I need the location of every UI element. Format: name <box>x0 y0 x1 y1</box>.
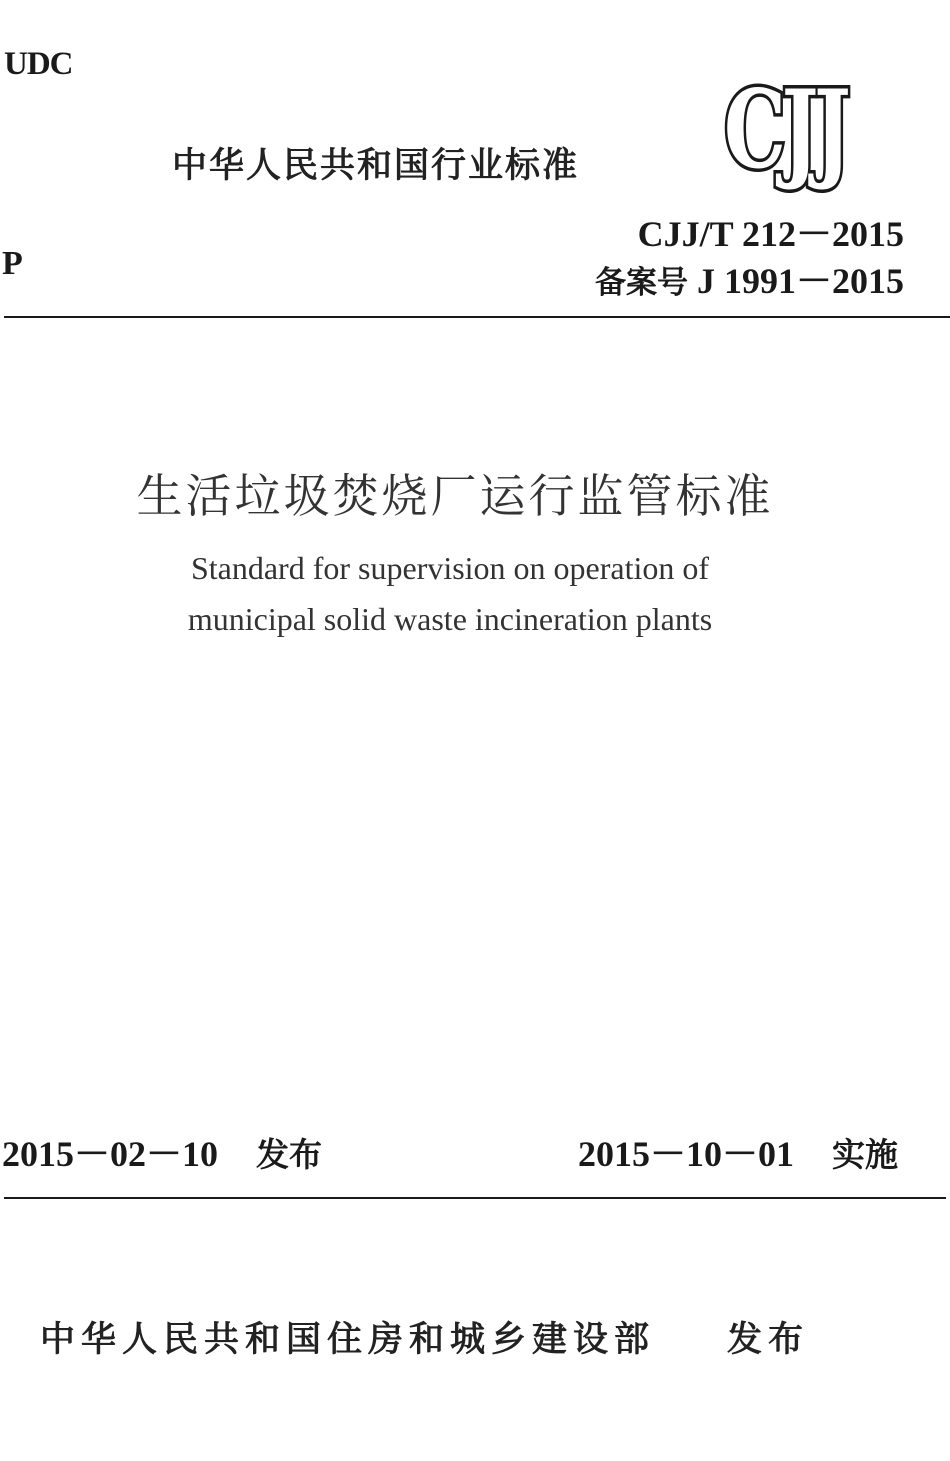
issue-date: 2015－02－10 <box>2 1134 219 1174</box>
bottom-divider <box>4 1197 946 1199</box>
publisher-name: 中华人民共和国住房和城乡建设部 <box>40 1320 656 1360</box>
cjj-logo: CJJ <box>724 67 847 193</box>
classification-code: P <box>2 245 23 282</box>
record-number: J 1991－2015 <box>696 261 904 301</box>
english-title-line-1: Standard for supervision on operation of <box>190 550 710 586</box>
issue-label: 发布 <box>256 1135 323 1174</box>
english-title-line-2: municipal solid waste incineration plants <box>187 601 713 637</box>
top-divider <box>4 316 950 318</box>
record-label: 备案号 <box>594 265 688 301</box>
udc-label: UDC <box>4 46 73 82</box>
industry-standard-heading: 中华人民共和国行业标准 <box>172 146 580 186</box>
implement-date: 2015－10－01 <box>578 1134 795 1174</box>
record-number-line <box>595 253 904 304</box>
publish-label: 发布 <box>727 1320 810 1360</box>
implement-date-line <box>578 1126 898 1177</box>
standard-code: CJJ/T 212－2015 <box>637 214 904 254</box>
issue-date-line <box>2 1126 322 1177</box>
implement-label: 实施 <box>832 1135 899 1174</box>
publisher-line <box>40 1312 809 1362</box>
chinese-title: 生活垃圾焚烧厂运行监管标准 <box>136 469 774 523</box>
